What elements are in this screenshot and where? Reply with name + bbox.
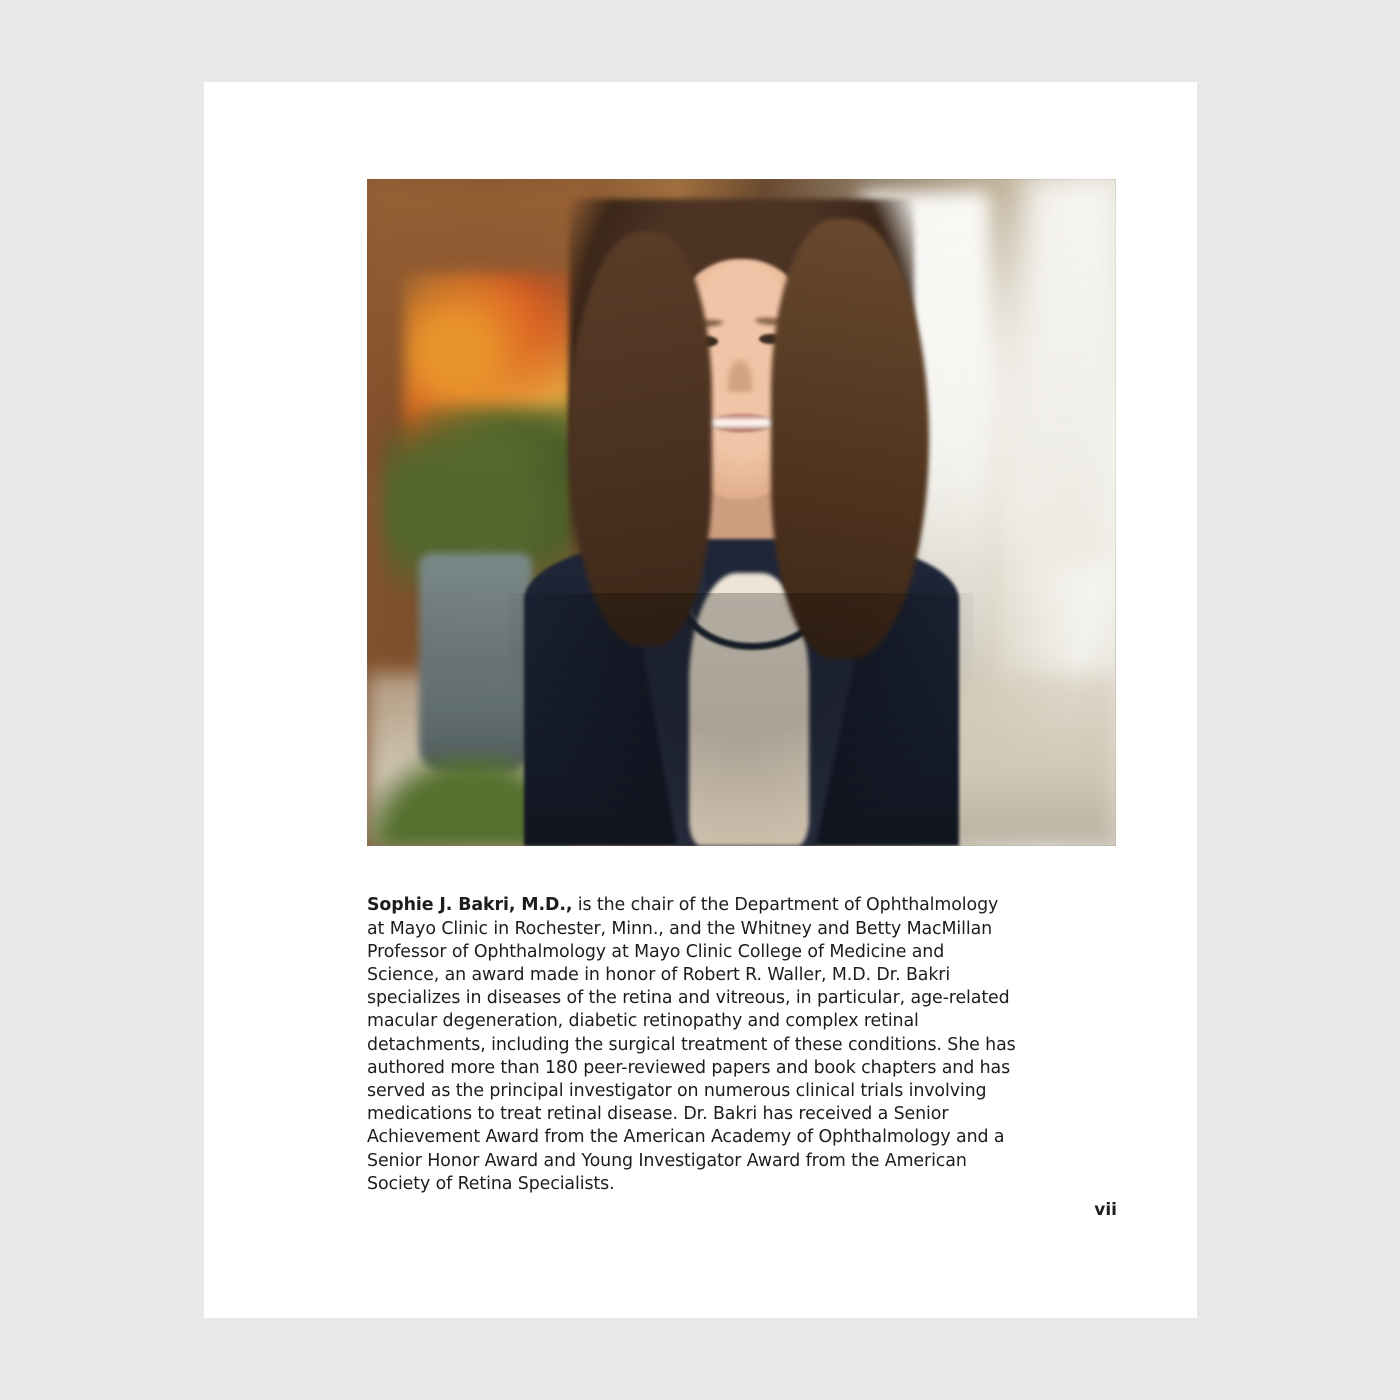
biography-caption (367, 894, 1017, 1196)
subject-nose (727, 359, 752, 392)
subject-smile (707, 414, 777, 431)
biography-text: is the chair of the Department of Ophthalmology at Mayo Clinic in Rochester, Minn., and the Whitney and Betty MacMillan Professor of Ophthalmology at Mayo Clinic College of Medicine and Science, an award made in honor of Robert R. Waller, M.D. Dr. Bakri specializes in diseases of the retina and vitreous, in particular, age-related macular degeneration, diabetic retinopathy and complex retinal detachments, including the surgical treatment of these conditions. She has authored more than 180 peer-reviewed papers and book chapters and has served as the principal investigator on numerous clinical trials involving medications to treat retinal disease. Dr. Bakri has received a Senior Achievement Award from the American Academy of Ophthalmology and a Senior Honor Award and Young Investigator Award from the American Society of Retina Specialists. (367, 895, 1016, 1194)
photo-window-secondary (1026, 179, 1116, 566)
photo-shadow-overlay (509, 593, 973, 846)
subject-name: Sophie J. Bakri, M.D., (367, 895, 573, 916)
portrait-photo (367, 179, 1116, 846)
page-number: vii (1094, 1200, 1117, 1220)
subject-hair-left (569, 232, 711, 646)
book-page (204, 82, 1197, 1318)
